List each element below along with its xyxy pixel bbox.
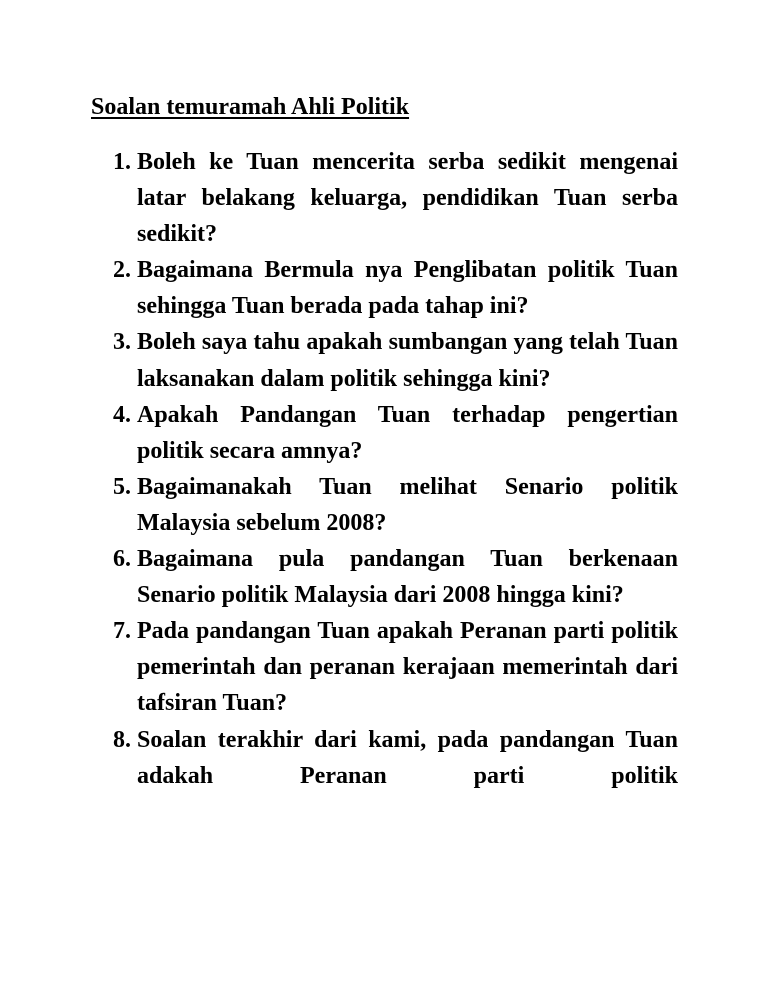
- question-item: [113, 144, 678, 252]
- question-text: Boleh saya tahu apakah sumbangan yang telah Tuan laksanakan dalam politik sehingga kini?: [137, 329, 678, 392]
- document-title: Soalan temuramah Ahli Politik: [91, 94, 410, 120]
- question-number: 3.: [113, 329, 131, 356]
- question-text: Soalan terakhir dari kami, pada pandangan Tuan adakah Peranan parti politik: [137, 726, 678, 789]
- question-number: 6.: [113, 546, 131, 573]
- question-item: [113, 397, 678, 469]
- question-item: [113, 613, 678, 721]
- question-text: Bagaimana pula pandangan Tuan berkenaan Senario politik Malaysia dari 2008 hingga kini?: [137, 546, 678, 609]
- question-number: 8.: [113, 726, 131, 753]
- question-text: Boleh ke Tuan mencerita serba sedikit mengenai latar belakang keluarga, pendidikan Tuan serba sedikit?: [137, 149, 678, 248]
- question-number: 2.: [113, 257, 131, 284]
- question-item: [113, 541, 678, 613]
- question-number: 1.: [113, 149, 131, 175]
- question-number: 4.: [113, 401, 131, 428]
- question-item: [113, 324, 678, 396]
- question-number: 7.: [113, 618, 131, 645]
- question-list: [113, 144, 678, 794]
- question-text: Apakah Pandangan Tuan terhadap pengertian politik secara amnya?: [137, 401, 678, 464]
- question-item: [113, 469, 678, 541]
- question-item: [113, 252, 678, 324]
- question-text: Bagaimanakah Tuan melihat Senario politik Malaysia sebelum 2008?: [137, 473, 678, 536]
- question-text: Bagaimana Bermula nya Penglibatan politik Tuan sehingga Tuan berada pada tahap ini?: [137, 257, 678, 320]
- question-text: Pada pandangan Tuan apakah Peranan parti politik pemerintah dan peranan kerajaan memerintah dari tafsiran Tuan?: [137, 618, 678, 717]
- question-item: [113, 722, 678, 794]
- question-number: 5.: [113, 473, 131, 500]
